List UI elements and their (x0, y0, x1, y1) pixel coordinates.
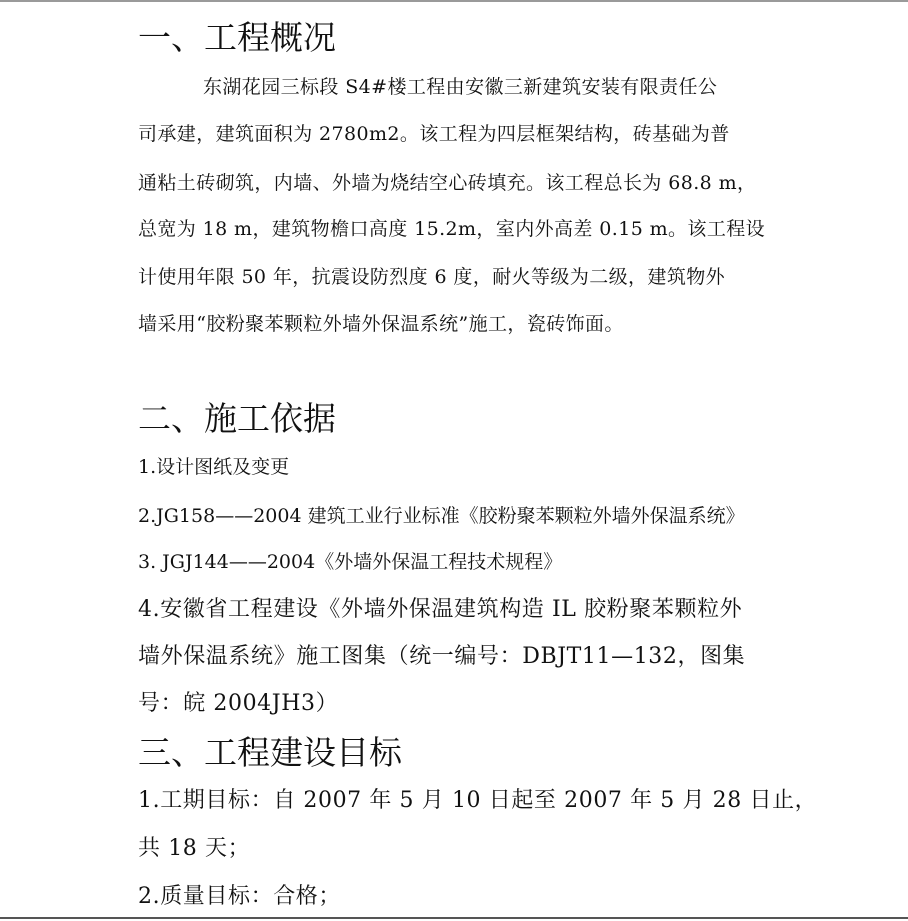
overview-line-4: 总宽为 18 m，建筑物檐口高度 15.2m，室内外高差 0.15 m。该工程设 (138, 218, 766, 240)
overview-line-1: 东湖花园三标段 S4#楼工程由安徽三新建筑安装有限责任公 (203, 76, 718, 98)
overview-line-5: 计使用年限 50 年，抗震设防烈度 6 度，耐火等级为二级，建筑物外 (138, 266, 726, 288)
goals-item-1-line-1: 1.工期目标：自 2007 年 5 月 10 日起至 2007 年 5 月 28 日止， (138, 788, 818, 813)
section-heading-basis: 二、施工依据 (138, 399, 336, 438)
basis-item-1: 1.设计图纸及变更 (138, 456, 290, 478)
bottom-border (0, 917, 908, 919)
section-heading-overview: 一、工程概况 (138, 18, 336, 57)
section-heading-goals: 三、工程建设目标 (138, 733, 402, 772)
overview-line-3: 通粘土砖砌筑，内墙、外墙为烧结空心砖填充。该工程总长为 68.8 m， (138, 172, 757, 194)
basis-item-4-line-2: 墙外保温系统》施工图集（统一编号：DBJT11—132，图集 (138, 644, 746, 669)
basis-item-4-line-3: 号：皖 2004JH3） (138, 691, 339, 716)
overview-line-6: 墙采用“胶粉聚苯颗粒外墙外保温系统”施工，瓷砖饰面。 (138, 313, 624, 335)
basis-item-2: 2.JG158——2004 建筑工业行业标准《胶粉聚苯颗粒外墙外保温系统》 (138, 505, 745, 527)
basis-item-4-line-1: 4.安徽省工程建设《外墙外保温建筑构造 IL 胶粉聚苯颗粒外 (138, 597, 743, 622)
basis-item-3: 3. JGJ144——2004《外墙外保温工程技术规程》 (138, 551, 563, 573)
overview-line-2: 司承建，建筑面积为 2780m2。该工程为四层框架结构，砖基础为普 (138, 123, 730, 145)
goals-item-1-line-2: 共 18 天； (138, 836, 251, 861)
goals-item-2: 2.质量目标：合格； (138, 884, 341, 909)
top-border (0, 0, 908, 2)
